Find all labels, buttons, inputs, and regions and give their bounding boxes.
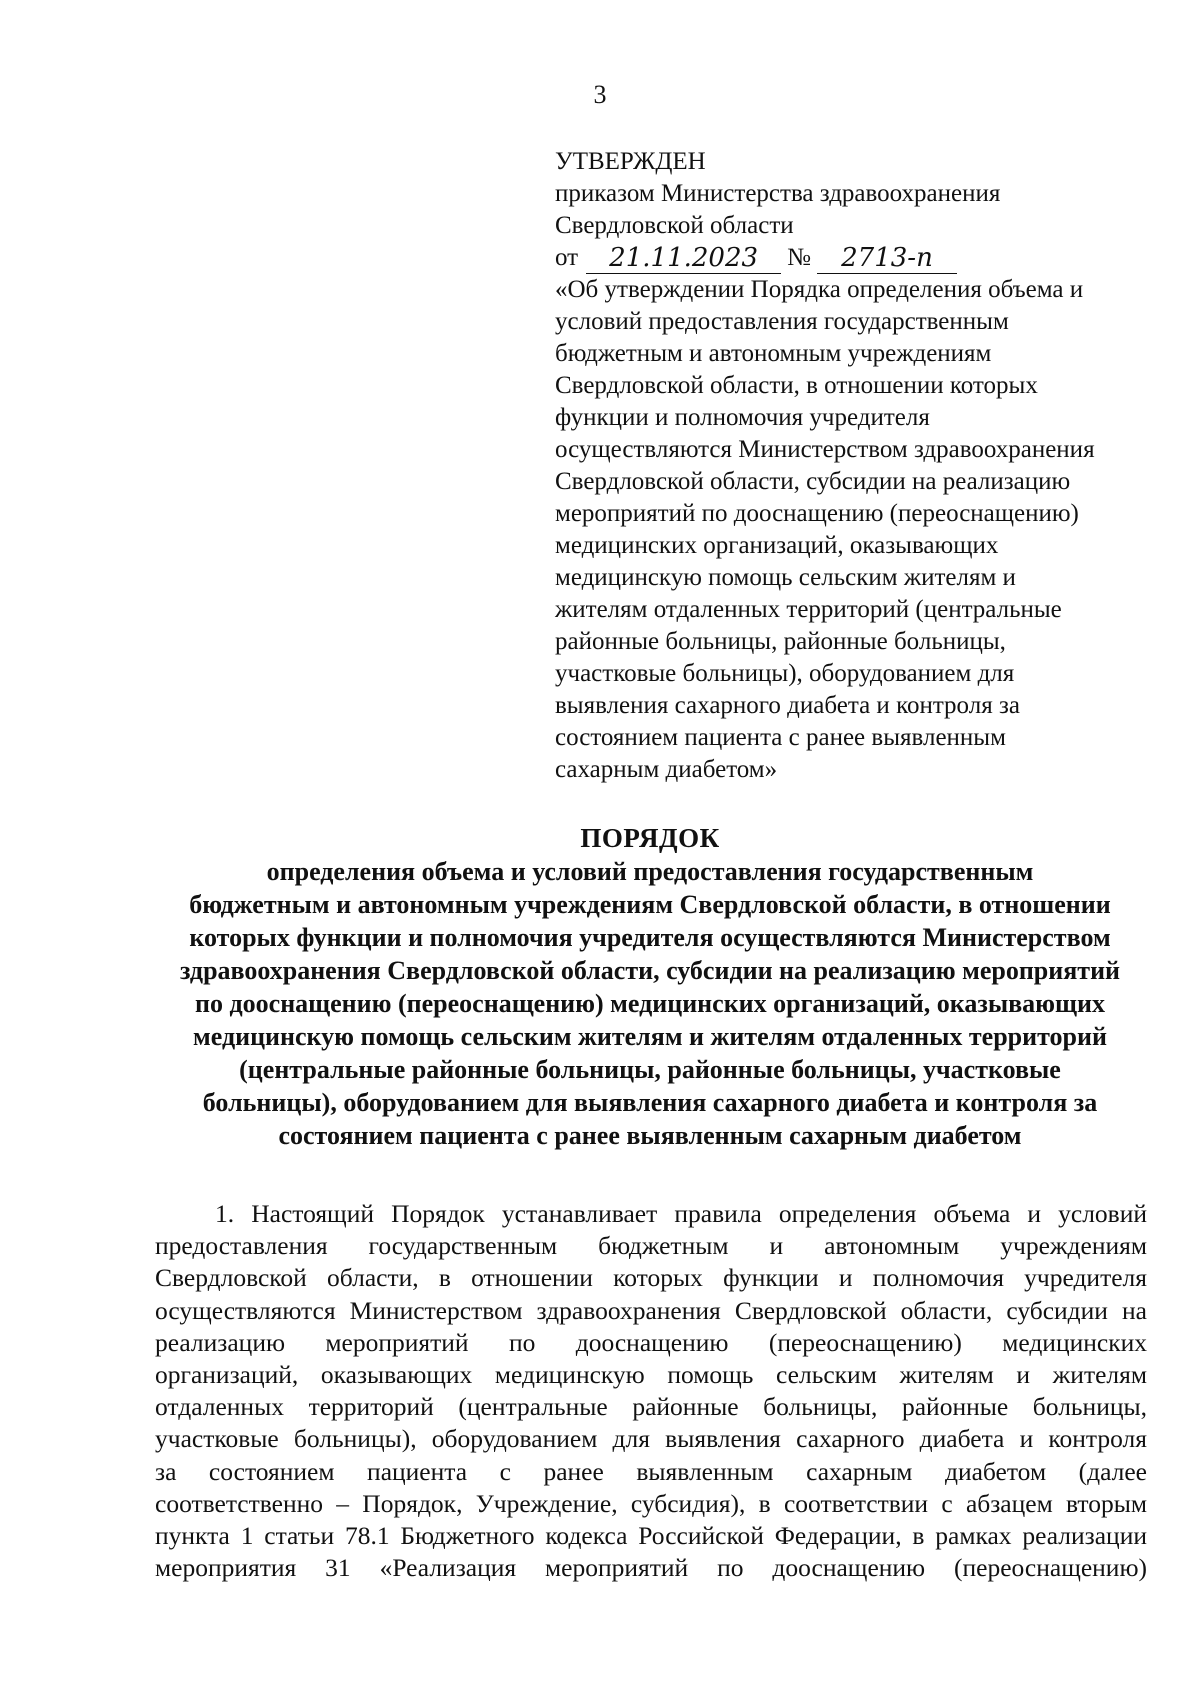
order-title-line: бюджетным и автономным учреждениям (555, 340, 992, 367)
document-heading: ПОРЯДОК (580, 823, 720, 853)
body-paragraph (155, 1198, 1147, 1584)
body-line: участковые больницы), оборудованием для выявления сахарного диабета и контроля (155, 1424, 1147, 1454)
order-title-line: условий предоставления государственным (555, 308, 1009, 335)
body-line: осуществляются Министерством здравоохранения Свердловской области, субсидии на (155, 1295, 1147, 1325)
page-number: 3 (593, 80, 607, 109)
order-title-line: жителям отдаленных территорий (центральные (555, 596, 1062, 623)
order-title-line: состоянием пациента с ранее выявленным (555, 724, 1006, 751)
order-date-number-line (555, 242, 1155, 274)
order-title-line: участковые больницы), оборудованием для (555, 660, 1015, 687)
order-title-line: Свердловской области, субсидии на реализацию (555, 468, 1071, 495)
order-title-line: выявления сахарного диабета и контроля за (555, 692, 1020, 719)
title-line: медицинскую помощь сельским жителям и жителям отдаленных территорий (193, 1022, 1107, 1051)
order-title-line: «Об утверждении Порядка определения объема и (555, 276, 1084, 303)
body-line: реализацию мероприятий по дооснащению (переоснащению) медицинских (155, 1327, 1147, 1357)
handwritten-order-number: 2713-п (817, 243, 957, 274)
body-line: пункта 1 статьи 78.1 Бюджетного кодекса Российской Федерации, в рамках реализации (155, 1520, 1147, 1550)
order-title (555, 274, 1155, 786)
order-title-line: осуществляются Министерством здравоохранения (555, 436, 1095, 463)
title-line: по дооснащению (переоснащению) медицинских организаций, оказывающих (195, 989, 1105, 1018)
title-line: больницы), оборудованием для выявления сахарного диабета и контроля за (202, 1088, 1098, 1117)
order-title-line: районные больницы, районные больницы, (555, 628, 1006, 655)
order-title-line: медицинскую помощь сельским жителям и (555, 564, 1016, 591)
body-line: отдаленных территорий (центральные районные больницы, районные больницы, (155, 1392, 1147, 1422)
body-line: организаций, оказывающих медицинскую помощь сельским жителям и жителям (155, 1359, 1147, 1389)
title-line: состоянием пациента с ранее выявленным сахарным диабетом (278, 1121, 1022, 1150)
document-title (150, 822, 1150, 1152)
body-line: предоставления государственным бюджетным и автономным учреждениям (155, 1231, 1147, 1261)
order-title-line: сахарным диабетом» (555, 756, 778, 783)
body-line: 1. Настоящий Порядок устанавливает правила определения объема и условий (215, 1199, 1147, 1228)
title-line: бюджетным и автономным учреждениям Свердловской области, в отношении (189, 890, 1111, 919)
approval-issuer-line: приказом Министерства здравоохранения (555, 180, 1001, 207)
body-line: за состоянием пациента с ранее выявленным сахарным диабетом (далее (155, 1456, 1147, 1486)
title-line: здравоохранения Свердловской области, субсидии на реализацию мероприятий (179, 956, 1121, 985)
body-line: соответственно – Порядок, Учреждение, субсидия), в соответствии с абзацем вторым (155, 1488, 1147, 1518)
title-line: определения объема и условий предоставления государственным (266, 857, 1034, 886)
order-title-line: мероприятий по дооснащению (переоснащению) (555, 500, 1079, 527)
order-title-line: Свердловской области, в отношении которых (555, 372, 1038, 399)
date-prefix: от (555, 244, 579, 271)
title-line: (центральные районные больницы, районные больницы, участковые (239, 1055, 1061, 1084)
approval-stamp-block (555, 146, 1155, 786)
number-prefix: № (787, 244, 811, 271)
title-line: которых функции и полномочия учредителя осуществляются Министерством (189, 923, 1111, 952)
body-line: мероприятия 31 «Реализация мероприятий по дооснащению (переоснащению) (155, 1553, 1147, 1583)
body-line: Свердловской области, в отношении которых функции и полномочия учредителя (155, 1263, 1147, 1293)
approval-heading: УТВЕРЖДЕН (555, 148, 706, 175)
handwritten-date: 21.11.2023 (586, 243, 781, 274)
order-title-line: функции и полномочия учредителя (555, 404, 930, 431)
approval-issuer-line: Свердловской области (555, 212, 794, 239)
order-title-line: медицинских организаций, оказывающих (555, 532, 999, 559)
